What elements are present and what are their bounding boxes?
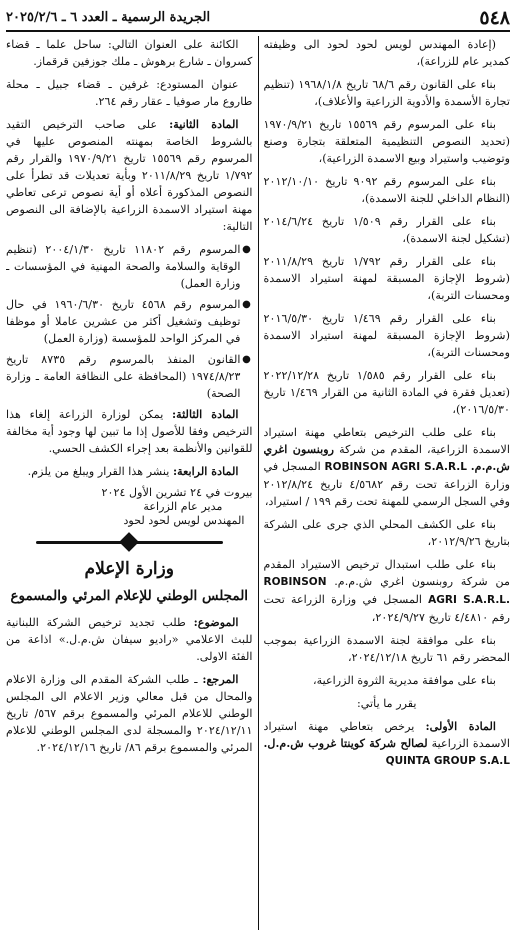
article-label: المادة الثالثة: (172, 407, 239, 421)
bullet-icon: ● (242, 244, 251, 255)
right-column (261, 36, 511, 930)
text-run: ينشر هذا القرار ويبلغ من يلزم. (27, 465, 173, 478)
gazette-title: الجريدة الرسمية ـ العدد ٦ ـ ٢٠٢٥/٢/٦ (6, 10, 211, 25)
article-1 (264, 718, 511, 770)
paragraph: عنوان المستودع: غرفين ـ قضاء جبيل ـ محلة طاروع مار صوفيا ـ عقار رقم ٢٦٤. (6, 78, 253, 108)
article-2 (6, 116, 253, 235)
list-item (6, 296, 253, 347)
list-item (6, 241, 253, 292)
paragraph (264, 424, 511, 510)
bullet-icon: ● (242, 299, 251, 310)
list-item-text: القانون المنفذ بالمرسوم رقم ٨٧٣٥ تاريخ ١٩٧٤/٨/٢٣ (المحافظة على النظافة العامة ـ وزارة الصحة) (6, 353, 241, 400)
list-item-text: المرسوم رقم ١١٨٠٢ تاريخ ٢٠٠٤/١/٣٠ (تنظيم الوقاية والسلامة والصحة المهنية في المؤسسات ـ وزارة العمل) (6, 243, 241, 290)
signature-date: بيروت في ٢٤ تشرين الأول ٢٠٢٤ (101, 486, 253, 499)
article-label: المادة الرابعة: (172, 464, 239, 478)
paragraph: بناء على القرار رقم ١/٥٠٩ تاريخ ٢٠١٤/٦/٢٤ (تشكيل لجنة الاسمدة)، (263, 215, 510, 245)
decision-intro: يقرر ما يأتي: (356, 697, 417, 710)
diamond-icon (119, 532, 139, 552)
paragraph: بناء على موافقة مديرية الثروة الزراعية، (313, 674, 496, 687)
paragraph (264, 556, 511, 626)
paragraph: بناء على المرسوم رقم ١٥٥٦٩ تاريخ ١٩٧٠/٩/٢١ (تحديد النصوص التنظيمية المتعلقة بتجارة وصنع وتوضيب واستيراد وبيع الاسمدة الزراعية)، (263, 118, 510, 165)
column-divider (258, 36, 259, 930)
text-run: طلب تجديد ترخيص الشركة اللبنانية للبث الاعلامي «راديو سيفان ش.م.ل.» اذاعة من الفئة الاولى. (6, 616, 253, 663)
paragraph: (إعادة المهندس لويس لحود لحود الى وظيفته كمدير عام للزراعة)، (263, 38, 510, 68)
company-name-en: QUINTA GROUP S.A.L (385, 755, 510, 767)
company-name-en: ROBINSON AGRI S.A.R.L (324, 461, 467, 473)
paragraph: بناء على الكشف المحلي الذي جرى على الشركة بتاريخ ٢٠١٢/٩/٢٦، (263, 518, 510, 548)
signature-name: المهندس لويس لحود لحود (123, 514, 245, 527)
paragraph: الكائنة على العنوان التالي: ساحل علما ـ قضاء كسروان ـ شارع برهوش ـ ملك جوزفين قرقماز. (6, 38, 253, 68)
signature-title: مدير عام الزراعة (143, 500, 223, 513)
subject-label: الموضوع: (193, 615, 239, 629)
article-3 (6, 406, 253, 457)
article-label: المادة الأولى: (425, 719, 496, 733)
left-column (6, 36, 256, 930)
text-run: يمكن لوزارة الزراعة إلغاء هذا الترخيص وفقا للأصول إذا ما تبين لها وجود أية مخالفة للقوانين والأنظمة بعد إجراء الكشف الحسي. (6, 408, 253, 455)
text-run: بناء على طلب الترخيص بتعاطي مهنة استيراد الاسمدة الزراعية، المقدم من شركة (263, 426, 510, 456)
paragraph: بناء على القرار رقم ١/٧٩٢ تاريخ ٢٠١١/٨/٢٩ (شروط الإجازة المسبقة لمهنة استيراد الاسمدة ومحسنات التربة)، (263, 255, 510, 302)
company-name-ar: لصالح شركة كوينتا غروب ش.م.ل. (263, 736, 428, 750)
two-column-body (6, 36, 510, 930)
list-item (6, 351, 253, 402)
reference-label: المرجع: (202, 672, 239, 686)
article-4 (6, 463, 253, 480)
page-number: ٥٤٨ (479, 7, 510, 29)
list-item-text: المرسوم رقم ٤٥٦٨ تاريخ ١٩٦٠/٦/٣٠ في حال توظيف وتشغيل أكثر من عشرين عاملا أو موظفا في المركز الواحد للمؤسسة (وزارة العمل) (6, 298, 241, 345)
council-title: المجلس الوطني للإعلام المرئي والمسموع (10, 588, 249, 604)
text-run: على صاحب الترخيص التقيد بالشروط الخاصة بمهنته المنصوص عليها في المرسوم رقم ١٥٥٦٩ تاريخ ١٩٧٠/٩/٢١ والقرار رقم ١/٧٩٢ تاريخ ٢٠١١/٨/٢٩ وبأية تعديلات قد تطرأ على النصوص المذكورة أعلاه أو أية نصوص ترعى تعاطي مهنة استيراد الاسمدة الزراعية بالإضافة الى النصوص التالية: (6, 118, 253, 233)
reference-paragraph (6, 671, 253, 756)
text-run: بناء على طلب استبدال ترخيص الاستيراد المقدم من شركة روبنسون اغري ش.م.م. (263, 558, 510, 588)
page-header (6, 6, 510, 32)
company-name-en: ROBINSON AGRI S.A.R.L. (263, 576, 510, 606)
article-label: المادة الثانية: (169, 117, 239, 131)
ministry-title: وزارة الإعلام (84, 559, 174, 579)
paragraph: بناء على موافقة لجنة الاسمدة الزراعية بموجب المحضر رقم ٦١ تاريخ ٢٠٢٤/١٢/١٨، (263, 634, 510, 664)
paragraph: بناء على القانون رقم ٦٨/٦ تاريخ ١٩٦٨/١/٨ (تنظيم تجارة الأسمدة والأدوية الزراعية والأعلاف)، (263, 78, 510, 108)
bullet-icon: ● (242, 354, 251, 365)
paragraph: بناء على القرار رقم ١/٥٨٥ تاريخ ٢٠٢٢/١٢/٢٨ (تعديل فقرة في المادة الثانية من القرار ١/٤٦٩ تاريخ ٢٠١٦/٥/٣٠)، (263, 369, 510, 416)
section-separator (6, 532, 253, 554)
text-run: المسجل في وزارة الزراعة تحت رقم ٤/٥٦٨٢ تاريخ ٢٠١٢/٨/٢٤ وفي السجل الرسمي للمهنة تحت رقم ١٩٩ / استيراد، (263, 460, 510, 508)
subject-paragraph (6, 614, 253, 665)
paragraph: بناء على المرسوم رقم ٩٠٩٢ تاريخ ٢٠١٢/١٠/١٠ (النظام الداخلي للجنة الاسمدة)، (263, 175, 510, 205)
text-run: ـ طلب الشركة المقدم الى وزارة الاعلام والمحال من قبل معالي وزير الاعلام الى المجلس الوطني للاعلام المرئي والمسموع برقم ٥٦٧/ تاريخ ٢٠٢٤/١٢/١١ والمسجلة لدى المجلس الوطني للاعلام المرئي والمسموع برقم ٨٦/ تاريخ ٢٠٢٤/١٢/١٦. (6, 673, 253, 754)
paragraph: بناء على القرار رقم ١/٤٦٩ تاريخ ٢٠١٦/٥/٣٠ (شروط الإجازة المسبقة لمهنة استيراد الاسمدة ومحسنات التربة)، (263, 312, 510, 359)
text-run: المسجل في وزارة الزراعة تحت رقم ٤/٤٨١٠ تاريخ ٢٠٢٤/٩/٢٧، (263, 593, 510, 624)
text-run: يرخص بتعاطي مهنة استيراد الاسمدة الزراعية (263, 720, 510, 750)
company-name-ar: روبنسون اغري ش.م.م. (263, 442, 510, 473)
